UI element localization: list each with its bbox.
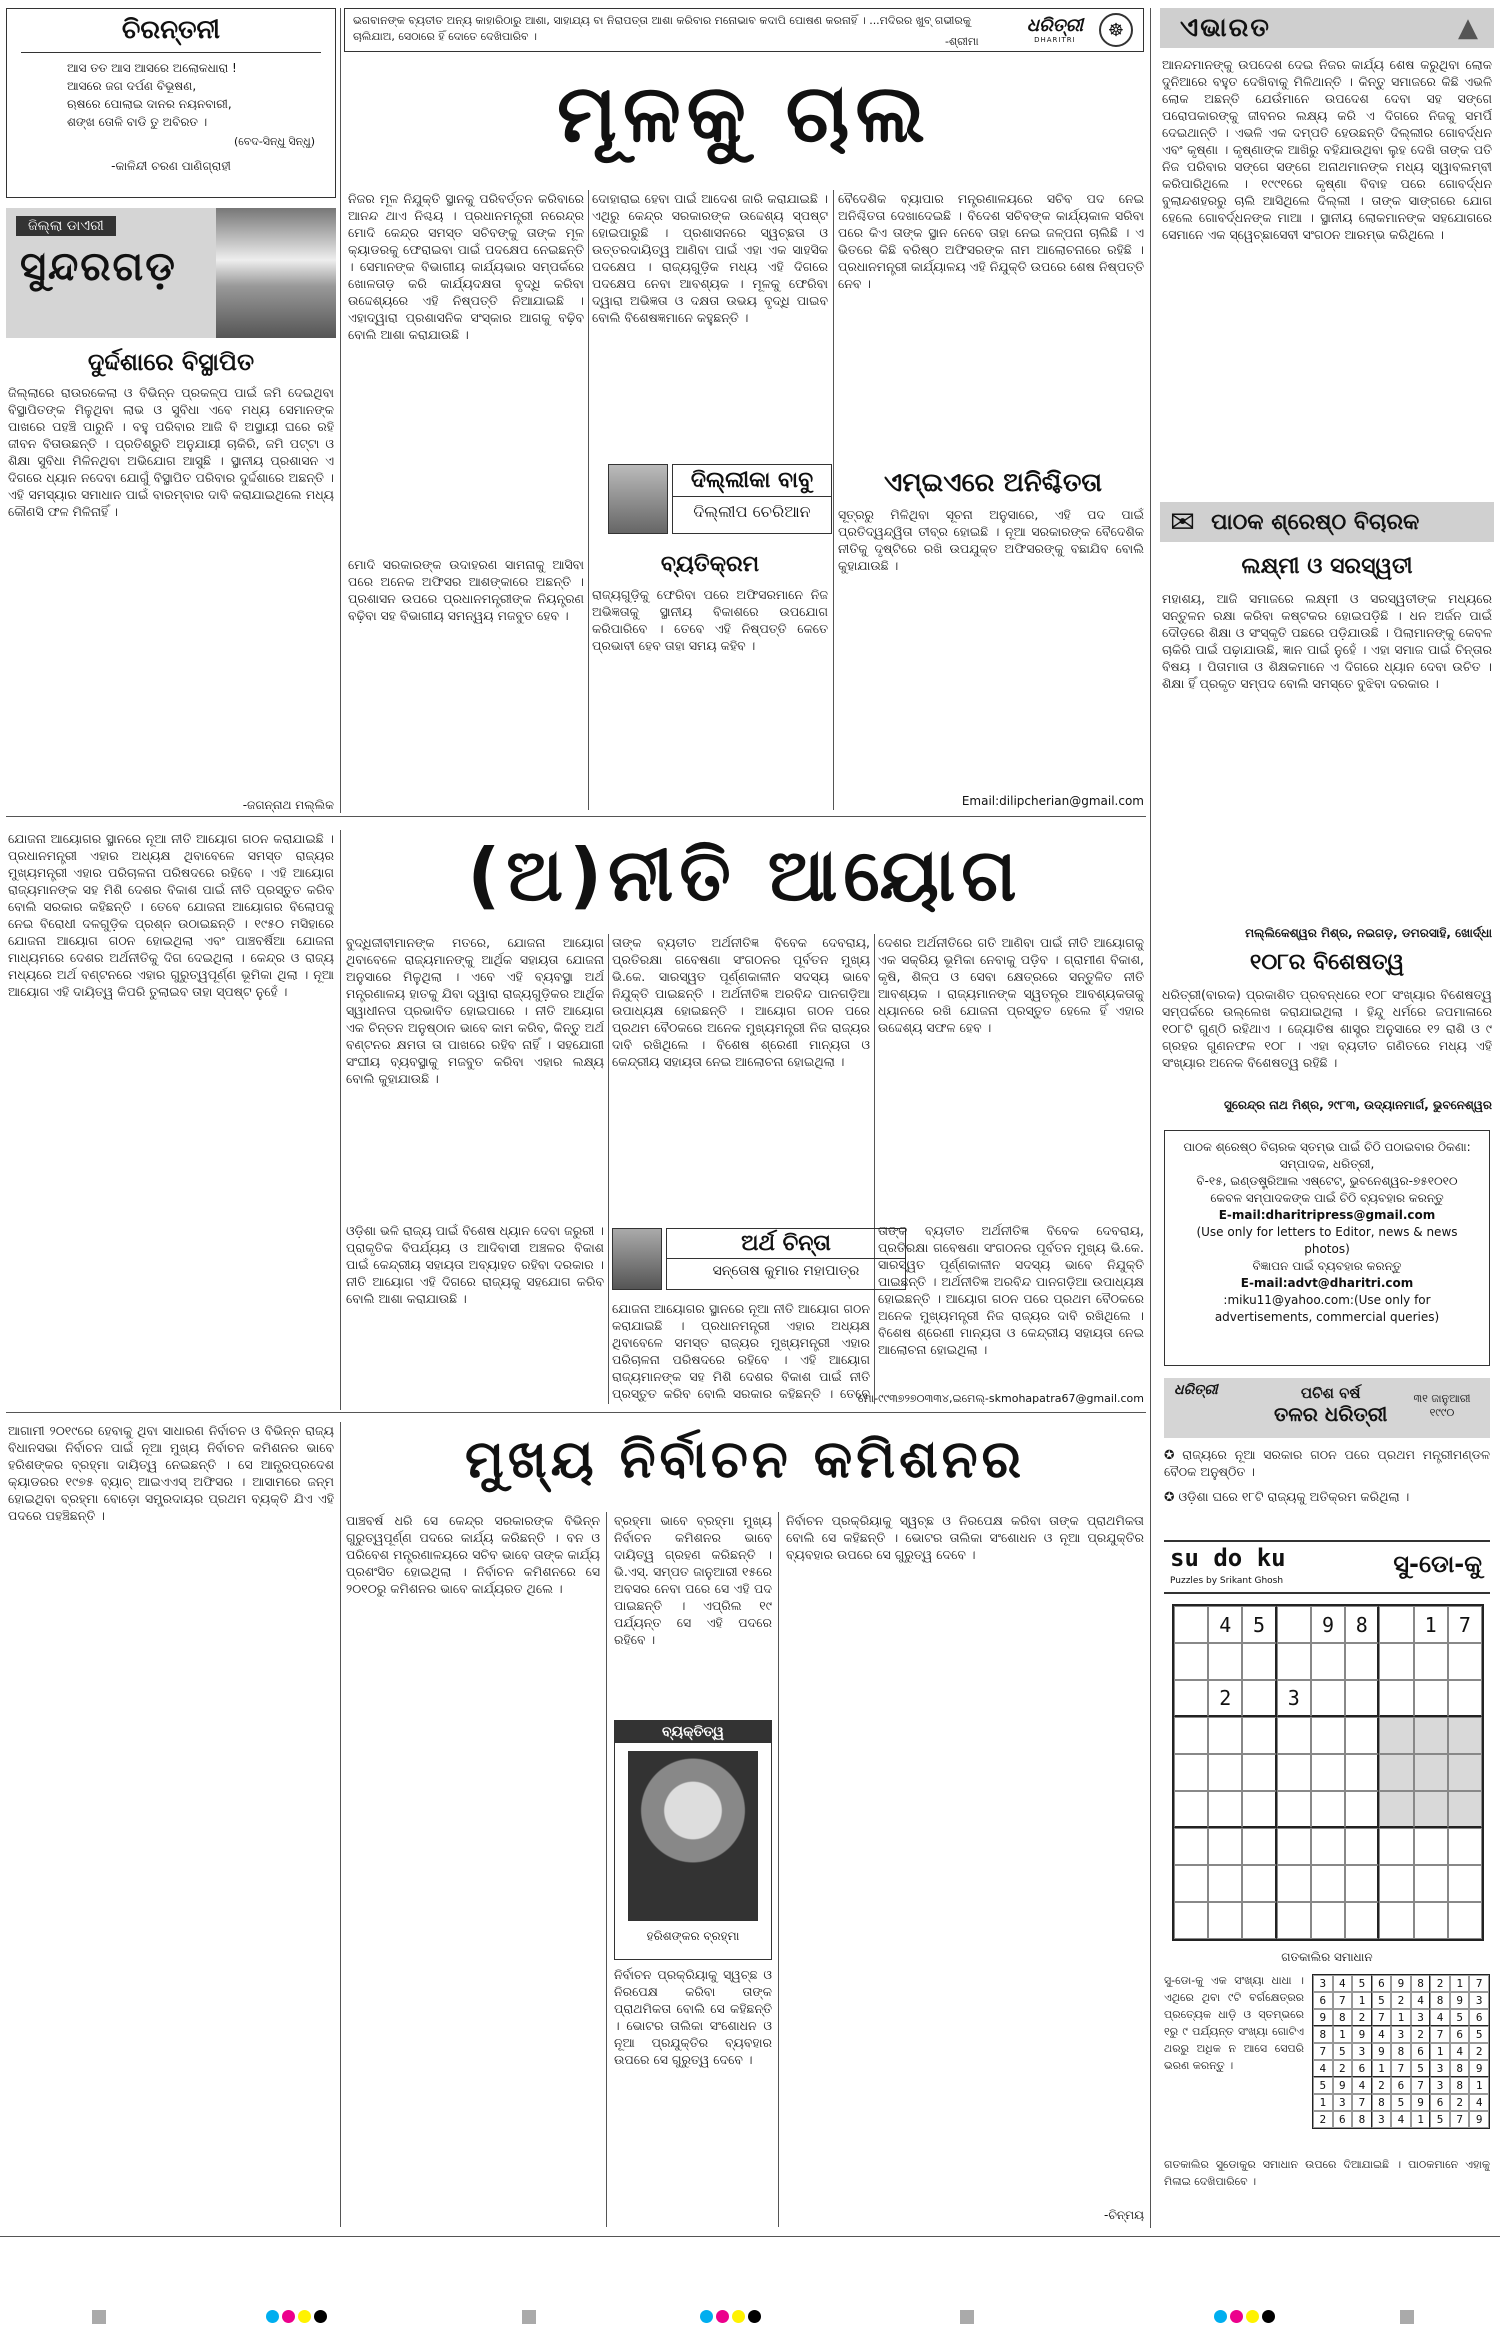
cec-photo — [628, 1751, 758, 1921]
pachisa-item — [1164, 1446, 1490, 1486]
cec-byline: -ଚିନ୍ମୟ — [1103, 2208, 1144, 2222]
ebharat-title: ଏଭାରତ — [1180, 12, 1271, 43]
sudoku-header — [1164, 1540, 1490, 1594]
sudoku-cell[interactable] — [1414, 1754, 1448, 1791]
sudoku-cell[interactable] — [1311, 1902, 1345, 1939]
solution-cell: 7 — [1450, 2111, 1470, 2128]
sudoku-cell[interactable] — [1174, 1902, 1208, 1939]
sudoku-cell[interactable] — [1345, 1680, 1379, 1717]
sudoku-cell[interactable] — [1174, 1643, 1208, 1680]
pachisa-logo: ଧରିତ୍ରୀ — [1174, 1382, 1218, 1398]
sudoku-cell[interactable] — [1414, 1717, 1448, 1754]
sudoku-cell[interactable] — [1242, 1754, 1276, 1791]
logo-sub: DHARITRI — [1034, 36, 1076, 44]
sudoku-cell[interactable] — [1242, 1717, 1276, 1754]
niti-col3: ତାଙ୍କ ବ୍ୟତୀତ ଅର୍ଥନୀତିଜ୍ଞ ବିବେକ ଦେବରାୟ, ପ୍ରତିରକ୍ଷା ଗବେଷଣା ସଂଗଠନର ପୂର୍ବତନ ମୁଖ୍ୟ ଭି.କେ. ସାରସ୍ୱତ ପୂର୍ଣ୍ଣକାଳୀନ ସଦସ୍ୟ ଭାବେ ନିଯୁକ୍ତି ପାଇଛନ୍ତି । ଅର୍ଥନୀତିଜ୍ଞ ଅରବିନ୍ଦ ପାନଗଡ଼ିଆ ଉପାଧ୍ୟକ୍ଷ ହୋଇଛନ୍ତି । ଆୟୋଗ ଗଠନ ପରେ ପ୍ରଥମ ବୈଠକରେ ଅନେକ ମୁଖ୍ୟମନ୍ତ୍ରୀ ନିଜ ରାଜ୍ୟର ଦାବି ରଖିଥିଲେ । ବିଶେଷ ଶ୍ରେଣୀ ମାନ୍ୟତା ଓ କେନ୍ଦ୍ରୀୟ ସହାୟତା ନେଇ ଆଲୋଚନା ହୋଇଥିଲା । — [612, 935, 870, 1069]
registration-square — [960, 2310, 974, 2324]
solution-cell: 7 — [1333, 1992, 1353, 2009]
solution-cell: 5 — [1333, 2043, 1353, 2060]
delhi-babu-photo — [608, 464, 668, 534]
sudoku-cell[interactable] — [1448, 1717, 1482, 1754]
niti-col6: ଯୋଜନା ଆୟୋଗର ସ୍ଥାନରେ ନୂଆ ନୀତି ଆୟୋଗ ଗଠନ କରାଯାଇଛି । ପ୍ରଧାନମନ୍ତ୍ରୀ ଏହାର ଅଧ୍ୟକ୍ଷ ଥିବାବେଳେ ସମସ୍ତ ରାଜ୍ୟର ମୁଖ୍ୟମନ୍ତ୍ରୀ ଏହାର ପରିଚାଳନା ପରିଷଦରେ ରହିବେ । ଏହି ଆୟୋଗ ରାଜ୍ୟମାନଙ୍କ ସହ ମିଶି ଦେଶର ବିକାଶ ପାଇଁ ନୀତି ପ୍ରସ୍ତୁତ କରିବ ବୋଲି ସରକାର କହିଛନ୍ତି । ତେବେ — [612, 1301, 870, 1401]
sudoku-cell[interactable] — [1174, 1828, 1208, 1865]
sudoku-cell[interactable] — [1414, 1680, 1448, 1717]
delhi-babu-author: ଦିଲ୍ଲୀପ ଚେରିଆନ — [693, 502, 811, 521]
pachisa-item — [1164, 1488, 1490, 1528]
sudoku-cell[interactable] — [1208, 1791, 1242, 1828]
sudoku-cell[interactable] — [1379, 1643, 1413, 1680]
solution-cell: 2 — [1430, 1975, 1450, 1992]
chirantani-box — [6, 8, 336, 198]
solution-cell: 5 — [1411, 2060, 1431, 2077]
solution-cell: 8 — [1391, 2043, 1411, 2060]
sudoku-caption: ଗତକାଲିର ସମାଧାନ — [1281, 1950, 1373, 1964]
solution-cell: 6 — [1469, 2009, 1489, 2026]
sudoku-cell[interactable] — [1208, 1717, 1242, 1754]
sudoku-cell[interactable] — [1345, 1643, 1379, 1680]
solution-cell: 7 — [1313, 2043, 1333, 2060]
registration-dot — [298, 2310, 311, 2323]
verse-line: ଆସ ତତ ଆସ ଆସରେ ଅଲୋକଧାରା ! — [67, 61, 237, 75]
solution-cell: 6 — [1430, 2094, 1450, 2111]
pachisa-item-text: ରାଜ୍ୟରେ ନୂଆ ସରକାର ଗଠନ ପରେ ପ୍ରଥମ ମନ୍ତ୍ରୀମଣ୍ଡଳ ବୈଠକ ଅନୁଷ୍ଠିତ । — [1164, 1447, 1490, 1479]
waterfall-image — [216, 208, 336, 338]
sudoku-cell[interactable] — [1345, 1717, 1379, 1754]
sudoku-cell[interactable] — [1311, 1791, 1345, 1828]
solution-cell: 1 — [1333, 2026, 1353, 2043]
artha-label: ଅର୍ଥ ଚିନ୍ତା — [667, 1229, 905, 1259]
photo-caption: ହରିଶଙ୍କର ବ୍ରହ୍ମା — [646, 1929, 740, 1943]
cec-col4: ନିର୍ବାଚନ ପ୍ରକ୍ରିୟାକୁ ସ୍ୱଚ୍ଛ ଓ ନିରପେକ୍ଷ କରିବା ତାଙ୍କ ପ୍ରାଥମିକତା ବୋଲି ସେ କହିଛନ୍ତି । ଭୋଟର ତାଲିକା ସଂଶୋଧନ ଓ ନୂଆ ପ୍ରଯୁକ୍ତିର ବ୍ୟବହାର ଉପରେ ସେ ଗୁରୁତ୍ୱ ଦେବେ । — [786, 1513, 1144, 1562]
quote-text: ଭଗବାନଙ୍କ ବ୍ୟତୀତ ଅନ୍ୟ କାହାରିଠାରୁ ଆଶା, ସାହାଯ୍ୟ ବା ନିରାପତ୍ତା ଆଶା କରିବାର ମନୋଭାବ କଦାପି ପୋଷଣ କରନାହିଁ । ...ମଦିରର ଖୁବ୍ ଗଭୀରକୁ ଚାଲିଯାଅ, ସେଠାରେ ହିଁ ଦୋତେ ଦେଖିପାରିବ । — [353, 14, 971, 43]
solution-cell: 6 — [1450, 2026, 1470, 2043]
niti-col7: ତାଙ୍କ ବ୍ୟତୀତ ଅର୍ଥନୀତିଜ୍ଞ ବିବେକ ଦେବରାୟ, ପ୍ରତିରକ୍ଷା ଗବେଷଣା ସଂଗଠନର ପୂର୍ବତନ ମୁଖ୍ୟ ଭି.କେ. ସାରସ୍ୱତ ପୂର୍ଣ୍ଣକାଳୀନ ସଦସ୍ୟ ଭାବେ ନିଯୁକ୍ତି ପାଇଛନ୍ତି । ଅର୍ଥନୀତିଜ୍ଞ ଅରବିନ୍ଦ ପାନଗଡ଼ିଆ ଉପାଧ୍ୟକ୍ଷ ହୋଇଛନ୍ତି । ଆୟୋଗ ଗଠନ ପରେ ପ୍ରଥମ ବୈଠକରେ ଅନେକ ମୁଖ୍ୟମନ୍ତ୍ରୀ ନିଜ ରାଜ୍ୟର ଦାବି ରଖିଥିଲେ । ବିଶେଷ ଶ୍ରେଣୀ ମାନ୍ୟତା ଓ କେନ୍ଦ୍ରୀୟ ସହାୟତା ନେଇ ଆଲୋଚନା ହୋଇଥିଲା । — [878, 1223, 1144, 1357]
byakti-box — [614, 1720, 772, 1960]
editorial-col2b: ରାଜ୍ୟଗୁଡ଼ିକୁ ଫେରିବା ପରେ ଅଫିସରମାନେ ନିଜ ଅଭିଜ୍ଞତାକୁ ସ୍ଥାନୀୟ ବିକାଶରେ ଉପଯୋଗ କରିପାରିବେ । ତେବେ ଏହି ନିଷ୍ପତ୍ତି କେତେ ପ୍ରଭାବୀ ହେବ ତାହା ସମୟ କହିବ । — [592, 587, 828, 653]
sudoku-cell[interactable] — [1379, 1717, 1413, 1754]
delhi-babu-col1: ବୈଦେଶିକ ବ୍ୟାପାର ମନ୍ତ୍ରଣାଳୟରେ ସଚିବ ପଦ ନେଇ ଅନିଶ୍ଚିତତା ଦେଖାଦେଇଛି । ବିଦେଶ ସଚିବଙ୍କ କାର୍ଯ୍ୟକାଳ ସରିବା ପରେ କିଏ ତାଙ୍କ ସ୍ଥାନ ନେବେ ତାହା ନେଇ ଜଳ୍ପନା ଚାଲିଛି । ଏ ଭିତରେ କିଛି ବରିଷ୍ଠ ଅଫିସରଙ୍କ ନାମ ଆଲୋଚନାରେ ରହିଛି । ପ୍ରଧାନମନ୍ତ୍ରୀ କାର୍ଯ୍ୟାଳୟ ଏହି ନିଯୁକ୍ତି ଉପରେ ଶେଷ ନିଷ୍ପତ୍ତି ନେବ । — [838, 191, 1144, 291]
niti-contact: ମୋ-୯୯୩୭୨୭୦୩୩୪,ଇମେଲ୍-skmohapatra67@gmail.com — [857, 1392, 1144, 1405]
bullet-icon: ✪ — [1164, 1447, 1183, 1462]
column-rule — [1150, 8, 1151, 2228]
logo-text: ଧରିତ୍ରୀ — [1026, 15, 1083, 36]
sudoku-cell[interactable] — [1379, 1680, 1413, 1717]
solution-cell: 8 — [1352, 2111, 1372, 2128]
column-rule — [608, 934, 609, 1404]
district-box — [6, 208, 336, 338]
registration-dot — [732, 2310, 745, 2323]
solution-cell: 6 — [1372, 1975, 1392, 1992]
india-map-icon: ▲ — [1458, 13, 1478, 43]
solution-cell: 8 — [1450, 2060, 1470, 2077]
solution-cell: 4 — [1411, 1992, 1431, 2009]
sudoku-cell[interactable] — [1242, 1865, 1276, 1902]
artha-box — [666, 1228, 906, 1290]
solution-cell: 4 — [1469, 2094, 1489, 2111]
delhi-babu-col2: ସୂତ୍ରରୁ ମିଳିଥିବା ସୂଚନା ଅନୁସାରେ, ଏହି ପଦ ପାଇଁ ପ୍ରତିଦ୍ୱନ୍ଦ୍ୱିତା ତୀବ୍ର ହୋଇଛି । ନୂଆ ସରକାରଙ୍କ ବୈଦେଶିକ ନୀତିକୁ ଦୃଷ୍ଟିରେ ରଖି ଉପଯୁକ୍ତ ଅଫିସରଙ୍କୁ ବଛାଯିବ ବୋଲି କୁହାଯାଉଛି । — [838, 507, 1144, 573]
pachisa-item-text: ଓଡ଼ିଶା ଘରେ ୧୮ଟି ରାଜ୍ୟକୁ ଅତିକ୍ରମ କରିଥିଲା । — [1178, 1489, 1410, 1504]
delhi-babu-email: Email:dilipcherian@gmail.com — [961, 794, 1144, 808]
solution-cell: 6 — [1352, 2060, 1372, 2077]
sudoku-instructions: ସୁ-ଡୋ-କୁ ଏକ ସଂଖ୍ୟା ଧାଧା । ଏଥିରେ ଥିବା ୯ଟି ବର୍ଗକ୍ଷେତ୍ରର ପ୍ରତ୍ୟେକ ଧାଡ଼ି ଓ ସ୍ତମ୍ଭରେ ୧ରୁ ୯ ପର୍ଯ୍ୟନ୍ତ ସଂଖ୍ୟା ଗୋଟିଏ ଥରରୁ ଅଧିକ ନ ଆସେ ସେପରି ଭରଣ କରନ୍ତୁ । — [1164, 1974, 1304, 2072]
sudoku-brand: su do ku — [1170, 1544, 1286, 1572]
sudoku-cell[interactable] — [1277, 1828, 1311, 1865]
solution-cell: 4 — [1391, 2111, 1411, 2128]
sudoku-cell[interactable] — [1174, 1680, 1208, 1717]
column-rule — [606, 1512, 607, 2227]
ebharat-header — [1160, 8, 1494, 48]
cec-col2: ପାଞ୍ଚବର୍ଷ ଧରି ସେ କେନ୍ଦ୍ର ସରକାରଙ୍କ ବିଭିନ୍ନ ଗୁରୁତ୍ୱପୂର୍ଣ୍ଣ ପଦରେ କାର୍ଯ୍ୟ କରିଛନ୍ତି । ବନ ଓ ପରିବେଶ ମନ୍ତ୍ରଣାଳୟରେ ସଚିବ ଭାବେ ତାଙ୍କ କାର୍ଯ୍ୟ ପ୍ରଶଂସିତ ହୋଇଥିଲା । ନିର୍ବାଚନ କମିଶନରେ ସେ ୨୦୧୦ରୁ କମିଶନର ଭାବେ କାର୍ଯ୍ୟରତ ଥିଲେ । — [346, 1513, 600, 1596]
wheel-icon: ☸ — [1099, 13, 1133, 47]
sudoku-cell[interactable] — [1311, 1828, 1345, 1865]
sudoku-cell[interactable] — [1242, 1791, 1276, 1828]
sudoku-cell[interactable] — [1448, 1828, 1482, 1865]
column-rule — [588, 190, 589, 810]
solution-cell: 9 — [1450, 1992, 1470, 2009]
editorial-col1: ନିଜର ମୂଳ ନିଯୁକ୍ତି ସ୍ଥାନକୁ ପରିବର୍ତ୍ତନ କରିବାରେ ଆନନ୍ଦ ଥାଏ ନିଶ୍ଚୟ । ପ୍ରଧାନମନ୍ତ୍ରୀ ନରେନ୍ଦ୍ର ମୋଦି କେନ୍ଦ୍ର ସମସ୍ତ ସଚିବଙ୍କୁ ତାଙ୍କ ମୂଳ କ୍ୟାଡରକୁ ଫେରାଇବା ପାଇଁ ପଦକ୍ଷେପ ନେଇଛନ୍ତି । ସେମାନଙ୍କ ବିଭାଗୀୟ କାର୍ଯ୍ୟଭାର ସମ୍ପର୍କରେ ଖୋଳତାଡ଼ କରି କାର୍ଯ୍ୟଦକ୍ଷତା ବୃଦ୍ଧି କରିବା ଉଦ୍ଦେଶ୍ୟରେ ଏହି ନିଷ୍ପତ୍ତି ନିଆଯାଇଛି । ଏହାଦ୍ୱାରା ପ୍ରଶାସନିକ ସଂସ୍କାର ଆଗକୁ ବଢ଼ିବ ବୋଲି ଆଶା କରାଯାଉଛି । — [348, 191, 584, 342]
solution-cell: 3 — [1352, 2043, 1372, 2060]
column-rule — [340, 1422, 341, 2227]
sudoku-cell[interactable]: 8 — [1345, 1606, 1379, 1643]
sudoku-cell[interactable] — [1242, 1643, 1276, 1680]
solution-cell: 2 — [1391, 1992, 1411, 2009]
column-rule — [778, 1512, 779, 2227]
sudoku-cell[interactable] — [1448, 1902, 1482, 1939]
sudoku-solution-grid — [1312, 1974, 1490, 2129]
solution-cell: 3 — [1430, 2060, 1450, 2077]
chirantani-title: ଚିରନ୍ତନୀ — [121, 15, 221, 45]
registration-dot — [748, 2310, 761, 2323]
solution-cell: 9 — [1391, 1975, 1411, 1992]
pachisa-title-1: ପଚିଶ ବର୍ଷ — [1300, 1384, 1361, 1402]
verse-line: ଶଙ୍ଖ ତୋଳି ବାଡି ତୁ ଅବିରତ । — [67, 115, 208, 129]
sudoku-cell[interactable] — [1174, 1791, 1208, 1828]
sudoku-cell[interactable] — [1208, 1643, 1242, 1680]
solution-cell: 7 — [1372, 2009, 1392, 2026]
solution-cell: 8 — [1450, 2077, 1470, 2094]
registration-dot — [314, 2310, 327, 2323]
solution-cell: 8 — [1313, 2026, 1333, 2043]
editorial-col1b: ମୋଦି ସରକାରଙ୍କ ଉଦାହରଣ ସାମନାକୁ ଆସିବା ପରେ ଅନେକ ଅଫିସର ଆଶଙ୍କାରେ ଅଛନ୍ତି । ପ୍ରଶାସନ ଉପରେ ପ୍ରଧାନମନ୍ତ୍ରୀଙ୍କ ନିୟନ୍ତ୍ରଣ ବଢ଼ିବା ସହ ବିଭାଗୀୟ ସମନ୍ୱୟ ମଜବୁତ ହେବ । — [348, 557, 584, 623]
solution-cell: 7 — [1430, 2026, 1450, 2043]
sudoku-cell[interactable]: 5 — [1242, 1606, 1276, 1643]
registration-dot — [1246, 2310, 1259, 2323]
editor-email-note: (Use only for letters to Editor, news & news photos) — [1196, 1225, 1458, 1256]
sudoku-credit: Puzzles by Srikant Ghosh — [1170, 1576, 1284, 1586]
solution-cell: 2 — [1372, 2077, 1392, 2094]
sudoku-cell[interactable] — [1174, 1754, 1208, 1791]
sudoku-cell[interactable] — [1277, 1865, 1311, 1902]
solution-cell: 3 — [1391, 2026, 1411, 2043]
solution-cell: 2 — [1450, 2094, 1470, 2111]
solution-cell: 3 — [1313, 1975, 1333, 1992]
registration-dot — [1214, 2310, 1227, 2323]
delhi-babu-label: ଦିଲ୍ଲୀକା ବାବୁ — [673, 465, 831, 497]
solution-cell: 5 — [1430, 2111, 1450, 2128]
sudoku-cell[interactable]: 2 — [1208, 1680, 1242, 1717]
sudoku-brand-odia: ସୁ-ଡୋ-କୁ — [1393, 1550, 1482, 1578]
solution-cell: 5 — [1469, 2026, 1489, 2043]
mea-headline: ଏମ୍ଇଏରେ ଅନିଶ୍ଚିତତା — [883, 468, 1103, 498]
solution-cell: 4 — [1352, 2077, 1372, 2094]
column-rule — [340, 8, 341, 813]
chirantani-divider — [21, 52, 321, 53]
solution-cell: 9 — [1333, 2077, 1353, 2094]
sudoku-cell[interactable] — [1311, 1680, 1345, 1717]
sudoku-cell[interactable] — [1277, 1754, 1311, 1791]
sudoku-cell[interactable] — [1345, 1828, 1379, 1865]
address-intro: ପାଠକ ଶ୍ରେଷ୍ଠ ବିଚାରକ ସ୍ତମ୍ଭ ପାଇଁ ଚିଠି ପଠାଇବାର ଠିକଣା: — [1183, 1140, 1471, 1154]
sudoku-cell[interactable] — [1414, 1828, 1448, 1865]
solution-cell: 5 — [1372, 1992, 1392, 2009]
cec-col3b: ନିର୍ବାଚନ ପ୍ରକ୍ରିୟାକୁ ସ୍ୱଚ୍ଛ ଓ ନିରପେକ୍ଷ କରିବା ତାଙ୍କ ପ୍ରାଥମିକତା ବୋଲି ସେ କହିଛନ୍ତି । ଭୋଟର ତାଲିକା ସଂଶୋଧନ ଓ ନୂଆ ପ୍ରଯୁକ୍ତିର ବ୍ୟବହାର ଉପରେ ସେ ଗୁରୁତ୍ୱ ଦେବେ । — [614, 1967, 772, 2067]
solution-cell: 9 — [1352, 2026, 1372, 2043]
sudoku-note: ଗତକାଲିର ସୁଡୋକୁର ସମାଧାନ ଉପରେ ଦିଆଯାଇଛି । ପାଠକମାନେ ଏହାକୁ ମିଳାଇ ଦେଖିପାରିବେ । — [1164, 2158, 1490, 2188]
registration-square — [1400, 2310, 1414, 2324]
sudoku-cell[interactable] — [1414, 1643, 1448, 1680]
solution-cell: 5 — [1313, 2077, 1333, 2094]
address-line: କେବଳ ସମ୍ପାଦକଙ୍କ ପାଇଁ ଚିଠି ବ୍ୟବହାର କରନ୍ତୁ — [1210, 1191, 1444, 1205]
sudoku-cell[interactable] — [1277, 1717, 1311, 1754]
solution-cell: 1 — [1450, 1975, 1470, 1992]
solution-cell: 2 — [1469, 2043, 1489, 2060]
editor-email[interactable]: E-mail:dharitripress@gmail.com — [1218, 1208, 1436, 1222]
pachisa-box — [1164, 1378, 1490, 1438]
solution-cell: 8 — [1430, 1992, 1450, 2009]
solution-cell: 7 — [1469, 1975, 1489, 1992]
registration-square — [522, 2310, 536, 2324]
sudoku-cell[interactable] — [1379, 1606, 1413, 1643]
registration-dot — [266, 2310, 279, 2323]
dharitri-logo — [1027, 15, 1083, 44]
section-rule — [6, 816, 1146, 817]
sudoku-cell[interactable] — [1448, 1680, 1482, 1717]
chirantani-author: -କାଳିନ୍ଦୀ ଚରଣ ପାଣିଗ୍ରାହୀ — [111, 159, 231, 173]
sudoku-cell[interactable] — [1208, 1902, 1242, 1939]
sudoku-cell[interactable] — [1311, 1717, 1345, 1754]
sudoku-cell[interactable] — [1242, 1828, 1276, 1865]
sudoku-cell[interactable] — [1208, 1828, 1242, 1865]
solution-cell: 3 — [1430, 2077, 1450, 2094]
page-bottom-rule — [0, 2236, 1500, 2237]
sudoku-cell[interactable] — [1311, 1643, 1345, 1680]
registration-dot — [1230, 2310, 1243, 2323]
solution-cell: 7 — [1411, 2077, 1431, 2094]
editorial-col2: ଦୋହାରାଇ ହେବା ପାଇଁ ଆଦେଶ ଜାରି କରାଯାଇଛି । ଏଥିରୁ କେନ୍ଦ୍ର ସରକାରଙ୍କ ଉଦ୍ଦେଶ୍ୟ ସ୍ପଷ୍ଟ ହୋଇପାରୁଛି । ପ୍ରଶାସନରେ ସ୍ୱଚ୍ଛତା ଓ ଉତ୍ତରଦାୟିତ୍ୱ ଆଣିବା ପାଇଁ ଏହା ଏକ ସାହସିକ ପଦକ୍ଷେପ । ରାଜ୍ୟଗୁଡ଼ିକ ମଧ୍ୟ ଏହି ଦିଗରେ ପଦକ୍ଷେପ ନେବା ଆବଶ୍ୟକ । ମୂଳକୁ ଫେରିବା ଦ୍ୱାରା ଅଭିଜ୍ଞତା ଓ ଦକ୍ଷତା ଉଭୟ ବୃଦ୍ଧି ପାଇବ ବୋଲି ବିଶେଷଜ୍ଞମାନେ କହୁଛନ୍ତି । — [592, 191, 828, 325]
niti-col1: ଯୋଜନା ଆୟୋଗର ସ୍ଥାନରେ ନୂଆ ନୀତି ଆୟୋଗ ଗଠନ କରାଯାଇଛି । ପ୍ରଧାନମନ୍ତ୍ରୀ ଏହାର ଅଧ୍ୟକ୍ଷ ଥିବାବେଳେ ସମସ୍ତ ରାଜ୍ୟର ମୁଖ୍ୟମନ୍ତ୍ରୀ ଏହାର ପରିଚାଳନା ପରିଷଦରେ ରହିବେ । ଏହି ଆୟୋଗ ରାଜ୍ୟମାନଙ୍କ ସହ ମିଶି ଦେଶର ବିକାଶ ପାଇଁ ନୀତି ପ୍ରସ୍ତୁତ କରିବ ବୋଲି ସରକାର କହିଛନ୍ତି । ତେବେ ଯୋଜନା ଆୟୋଗର ବିଲୋପକୁ ନେଇ ବିରୋଧୀ ଦଳଗୁଡ଼ିକ ପ୍ରଶ୍ନ ଉଠାଇଛନ୍ତି । ୧୯୫୦ ମସିହାରେ ଯୋଜନା ଆୟୋଗ ଗଠନ ହୋଇଥିଲା ଏବଂ ପାଞ୍ଚବର୍ଷିଆ ଯୋଜନା ମାଧ୍ୟମରେ ଦେଶର ଅର୍ଥନୀତିକୁ ଦିଗ ଦେଇଥିଲା । କେନ୍ଦ୍ର ଓ ରାଜ୍ୟ ମଧ୍ୟରେ ଅର୍ଥ ବଣ୍ଟନରେ ଏହାର ଗୁରୁତ୍ୱପୂର୍ଣ୍ଣ ଭୂମିକା ଥିଲା । ନୂଆ ଆୟୋଗ ଏହି ଦାୟିତ୍ୱ କିପରି ତୁଲାଇବ ତାହା ସ୍ପଷ୍ଟ ନୁହେଁ । — [8, 831, 334, 999]
solution-cell: 9 — [1469, 2111, 1489, 2128]
solution-cell: 1 — [1391, 2009, 1411, 2026]
district-label: ଜିଲ୍ଲା ଡାଏରୀ — [16, 216, 116, 236]
editorial-subhead: ବ୍ୟତିକ୍ରମ — [660, 552, 760, 577]
solution-cell: 1 — [1469, 2077, 1489, 2094]
sudoku-cell[interactable] — [1448, 1865, 1482, 1902]
sudoku-cell[interactable] — [1345, 1791, 1379, 1828]
solution-cell: 4 — [1333, 1975, 1353, 1992]
column-rule — [340, 830, 341, 1410]
registration-dot — [282, 2310, 295, 2323]
solution-cell: 2 — [1333, 2060, 1353, 2077]
solution-cell: 7 — [1391, 2060, 1411, 2077]
district-byline: -ଜଗନ୍ନାଥ ମଲ୍ଲିକ — [242, 798, 334, 812]
solution-cell: 8 — [1372, 2094, 1392, 2111]
sudoku-cell[interactable] — [1208, 1865, 1242, 1902]
verse-line: ଋଷରେ ପୋଲାଇ ଦାନର ନୟନବାରୀ, — [67, 97, 232, 111]
reader-signature: ମଲ୍ଲିକେଶ୍ୱର ମିଶ୍ର, ନଇଗଡ଼, ଡମରସାହି, ଖୋର୍ଦ୍ଧା — [1245, 926, 1492, 940]
sudoku-cell[interactable] — [1277, 1643, 1311, 1680]
sudoku-cell[interactable] — [1242, 1902, 1276, 1939]
sudoku-cell[interactable] — [1174, 1606, 1208, 1643]
solution-cell: 4 — [1313, 2060, 1333, 2077]
pachisa-title-2: ତଳର ଧରିତ୍ରୀ — [1274, 1402, 1388, 1426]
solution-cell: 6 — [1313, 1992, 1333, 2009]
solution-cell: 9 — [1313, 2009, 1333, 2026]
envelope-icon: ✉ — [1170, 504, 1196, 540]
reader-body: ମହାଶୟ, ଆଜି ସମାଜରେ ଲକ୍ଷ୍ମୀ ଓ ସରସ୍ୱତୀଙ୍କ ମଧ୍ୟରେ ସନ୍ତୁଳନ ରକ୍ଷା କରିବା କଷ୍ଟକର ହୋଇପଡ଼ିଛି । ଧନ ଅର୍ଜନ ପାଇଁ ଦୌଡ଼ରେ ଶିକ୍ଷା ଓ ସଂସ୍କୃତି ପଛରେ ପଡ଼ିଯାଉଛି । ପିଲାମାନଙ୍କୁ କେବଳ ଚାକିରି ପାଇଁ ପଢ଼ାଯାଉଛି, ଜ୍ଞାନ ପାଇଁ ନୁହେଁ । ଏହା ସମାଜ ପାଇଁ ଚିନ୍ତାର ବିଷୟ । ପିତାମାତା ଓ ଶିକ୍ଷକମାନେ ଏ ଦିଗରେ ଧ୍ୟାନ ଦେବା ଉଚିତ । ଶିକ୍ଷା ହିଁ ପ୍ରକୃତ ସମ୍ପଦ ବୋଲି ସମସ୍ତେ ବୁଝିବା ଦରକାର । — [1162, 591, 1492, 691]
sudoku-cell[interactable] — [1277, 1902, 1311, 1939]
niti-col4: ଦେଶର ଅର୍ଥନୀତିରେ ଗତି ଆଣିବା ପାଇଁ ନୀତି ଆୟୋଗକୁ ଏକ ସକ୍ରିୟ ଭୂମିକା ନେବାକୁ ପଡ଼ିବ । ଗ୍ରାମୀଣ ବିକାଶ, କୃଷି, ଶିଳ୍ପ ଓ ସେବା କ୍ଷେତ୍ରରେ ସନ୍ତୁଳିତ ନୀତି ଆବଶ୍ୟକ । ରାଜ୍ୟମାନଙ୍କ ସ୍ୱତନ୍ତ୍ର ଆବଶ୍ୟକତାକୁ ଧ୍ୟାନରେ ରଖି ଯୋଜନା ପ୍ରସ୍ତୁତ ହେଲେ ହିଁ ଏହାର ଉଦ୍ଦେଶ୍ୟ ସଫଳ ହେବ । — [878, 935, 1144, 1035]
solution-cell: 1 — [1372, 2060, 1392, 2077]
solution-cell: 5 — [1391, 2094, 1411, 2111]
solution-cell: 6 — [1391, 2077, 1411, 2094]
section-108-headline: ୧୦୮ର ବିଶେଷତ୍ୱ — [1249, 950, 1405, 975]
sudoku-cell[interactable] — [1242, 1680, 1276, 1717]
quote-strip — [344, 8, 1144, 52]
solution-cell: 7 — [1352, 2094, 1372, 2111]
editorial-headline: ମୂଳକୁ ଚାଲ — [557, 67, 931, 160]
solution-cell: 2 — [1411, 2026, 1431, 2043]
address-line: ସମ୍ପାଦକ, ଧରିତ୍ରୀ, — [1279, 1157, 1375, 1171]
cec-col1: ଆଗାମୀ ୨୦୧୯ରେ ହେବାକୁ ଥିବା ସାଧାରଣ ନିର୍ବାଚନ ଓ ବିଭିନ୍ନ ରାଜ୍ୟ ବିଧାନସଭା ନିର୍ବାଚନ ପାଇଁ ନୂଆ ମୁଖ୍ୟ ନିର୍ବାଚନ କମିଶନର ଭାବେ ହରିଶଙ୍କର ବ୍ରହ୍ମା ଦାୟିତ୍ୱ ନେଇଛନ୍ତି । ସେ ଆନ୍ଧ୍ରପ୍ରଦେଶ କ୍ୟାଡରର ୧୯୭୫ ବ୍ୟାଚ୍ ଆଇଏଏସ୍ ଅଫିସର । ଆସାମରେ ଜନ୍ମ ହୋଇଥିବା ବ୍ରହ୍ମା ବୋଡ଼ୋ ସମ୍ପ୍ରଦାୟର ପ୍ରଥମ ବ୍ୟକ୍ତି ଯିଏ ଏହି ପଦରେ ପହଞ୍ଚିଛନ୍ତି । — [8, 1423, 334, 1523]
column-rule — [833, 190, 834, 810]
sudoku-cell[interactable] — [1345, 1865, 1379, 1902]
sudoku-grid[interactable] — [1172, 1604, 1484, 1941]
district-body: ଜିଲ୍ଲାରେ ରାଉରକେଲା ଓ ବିଭିନ୍ନ ପ୍ରକଳ୍ପ ପାଇଁ ଜମି ଦେଇଥିବା ବିସ୍ଥାପିତଙ୍କ ମିଳୁଥିବା ଲାଭ ଓ ସୁବିଧା ଏବେ ମଧ୍ୟ ସେମାନଙ୍କ ପାଖରେ ପହଞ୍ଚି ପାରୁନି । ବହୁ ପରିବାର ଆଜି ବି ଅସ୍ଥାୟୀ ଘରେ ରହି ଜୀବନ ବିତାଉଛନ୍ତି । ପ୍ରତିଶ୍ରୁତି ଅନୁଯାୟୀ ଚାକିରି, ଜମି ପଟ୍ଟା ଓ ଶିକ୍ଷା ସୁବିଧା ମିଳିନଥିବା ଅଭିଯୋଗ ଆସୁଛି । ସ୍ଥାନୀୟ ପ୍ରଶାସନ ଏ ଦିଗରେ ଧ୍ୟାନ ନଦେବା ଯୋଗୁଁ ବିସ୍ଥାପିତ ପରିବାର ଦୁର୍ଦ୍ଦଶାରେ ଅଛନ୍ତି । ଏହି ସମସ୍ୟାର ସମାଧାନ ପାଇଁ ବାରମ୍ବାର ଦାବି କରାଯାଇଥିଲେ ମଧ୍ୟ କୌଣସି ଫଳ ମିଳିନାହିଁ । — [8, 385, 334, 519]
niti-col2: ବୁଦ୍ଧିଜୀବୀମାନଙ୍କ ମତରେ, ଯୋଜନା ଆୟୋଗ ଥିବାବେଳେ ରାଜ୍ୟମାନଙ୍କୁ ଆର୍ଥିକ ସହାୟତା ଯୋଜନା ଅନୁସାରେ ମିଳୁଥିଲା । ଏବେ ଏହି ବ୍ୟବସ୍ଥା ଅର୍ଥ ମନ୍ତ୍ରଣାଳୟ ହାତକୁ ଯିବା ଦ୍ୱାରା ରାଜ୍ୟଗୁଡ଼ିକର ଆର୍ଥିକ ସ୍ୱାଧୀନତା ପ୍ରଭାବିତ ହୋଇପାରେ । ନୀତି ଆୟୋଗ ଏକ ଚିନ୍ତନ ଅନୁଷ୍ଠାନ ଭାବେ କାମ କରିବ, କିନ୍ତୁ ଅର୍ଥ ବଣ୍ଟନର କ୍ଷମତା ତା ପାଖରେ ରହିବ ନାହିଁ । ସହଯୋଗୀ ସଂଘୀୟ ବ୍ୟବସ୍ଥାକୁ ମଜବୁତ କରିବା ଏହାର ଲକ୍ଷ୍ୟ ବୋଲି କୁହାଯାଉଛି । — [346, 935, 604, 1086]
solution-cell: 4 — [1450, 2043, 1470, 2060]
niti-col5: ଓଡ଼ିଶା ଭଳି ରାଜ୍ୟ ପାଇଁ ବିଶେଷ ଧ୍ୟାନ ଦେବା ଜରୁରୀ । ପ୍ରାକୃତିକ ବିପର୍ଯ୍ୟୟ ଓ ଆଦିବାସୀ ଅଞ୍ଚଳର ବିକାଶ ପାଇଁ କେନ୍ଦ୍ରୀୟ ସହାୟତା ଅବ୍ୟାହତ ରହିବା ଦରକାର । ନୀତି ଆୟୋଗ ଏହି ଦିଗରେ ରାଜ୍ୟକୁ ସହଯୋଗ କରିବ ବୋଲି ଆଶା କରାଯାଉଛି । — [346, 1223, 604, 1306]
sudoku-cell[interactable] — [1448, 1791, 1482, 1828]
solution-cell: 9 — [1469, 2060, 1489, 2077]
sudoku-cell[interactable] — [1311, 1754, 1345, 1791]
solution-cell: 5 — [1450, 2009, 1470, 2026]
sudoku-cell[interactable] — [1448, 1754, 1482, 1791]
cec-col3: ବ୍ରହ୍ମା ଭାବେ ବ୍ରହ୍ମା ମୁଖ୍ୟ ନିର୍ବାଚନ କମିଶନର ଭାବେ ଦାୟିତ୍ୱ ଗ୍ରହଣ କରିଛନ୍ତି । ଭି.ଏସ୍. ସମ୍ପତ ଜାନୁଆରୀ ୧୫ରେ ଅବସର ନେବା ପରେ ସେ ଏହି ପଦ ପାଇଛନ୍ତି । ଏପ୍ରିଲ ୧୯ ପର୍ଯ୍ୟନ୍ତ ସେ ଏହି ପଦରେ ରହିବେ । — [614, 1513, 772, 1647]
sudoku-cell[interactable] — [1379, 1865, 1413, 1902]
sudoku-cell[interactable] — [1448, 1643, 1482, 1680]
pachisa-title — [1274, 1384, 1387, 1426]
solution-cell: 4 — [1430, 2009, 1450, 2026]
artha-author: ସନ୍ତୋଷ କୁମାର ମହାପାତ୍ର — [712, 1263, 860, 1279]
sudoku-cell[interactable]: 9 — [1311, 1606, 1345, 1643]
solution-cell: 5 — [1352, 1975, 1372, 1992]
advt-email[interactable]: E-mail:advt@dharitri.com — [1240, 1276, 1414, 1290]
pachisa-date: ୩୧ ଜାନୁଆରୀ ୧୯୯୦ — [1413, 1392, 1471, 1419]
registration-square — [92, 2310, 106, 2324]
sudoku-cell[interactable] — [1345, 1902, 1379, 1939]
verse-credit: (ବେଦ-ସିନ୍ଧୁ ସିନ୍ଧୁ) — [233, 135, 315, 148]
reader-label: ପାଠକ ଶ୍ରେଷ୍ଠ ବିଚାରକ — [1211, 509, 1420, 535]
quote-credit: -ଶ୍ରୀମା — [945, 35, 979, 48]
sudoku-cell[interactable] — [1208, 1754, 1242, 1791]
niti-headline: (ଅ)ନୀତି ଆୟୋଗ — [467, 833, 1023, 917]
section-108-body: ଧରିତ୍ରୀ(ବାରକ) ପ୍ରକାଶିତ ପ୍ରବନ୍ଧରେ ୧୦୮ ସଂଖ୍ୟାର ବିଶେଷତ୍ୱ ସମ୍ପର୍କରେ ଉଲ୍ଲେଖ କରାଯାଇଥିଲା । ହିନ୍ଦୁ ଧର୍ମରେ ଜପମାଳାରେ ୧୦୮ଟି ଗୁଣ୍ଠି ରହିଥାଏ । ଜ୍ୟୋତିଷ ଶାସ୍ତ୍ର ଅନୁସାରେ ୧୨ ରାଶି ଓ ୯ ଗ୍ରହର ଗୁଣନଫଳ ୧୦୮ । ଏହା ବ୍ୟତୀତ ଗଣିତରେ ମଧ୍ୟ ଏହି ସଂଖ୍ୟାର ଅନେକ ବିଶେଷତ୍ୱ ରହିଛି । — [1162, 987, 1492, 1070]
artha-photo — [612, 1228, 662, 1290]
solution-cell: 9 — [1372, 2043, 1392, 2060]
address-line: ବି-୧୫, ଇଣ୍ଡଷ୍ଟ୍ରିଆଲ ଏଷ୍ଟେଟ୍, ଭୁବନେଶ୍ୱର-୭୫୧୦୧୦ — [1196, 1174, 1458, 1188]
registration-dot — [716, 2310, 729, 2323]
solution-cell: 3 — [1469, 1992, 1489, 2009]
solution-cell: 3 — [1333, 2094, 1353, 2111]
address-box — [1164, 1130, 1490, 1366]
sudoku-cell[interactable] — [1379, 1791, 1413, 1828]
solution-cell: 1 — [1430, 2043, 1450, 2060]
address-line: ବିଜ୍ଞାପନ ପାଇଁ ବ୍ୟବହାର କରନ୍ତୁ — [1252, 1259, 1402, 1273]
solution-cell: 2 — [1352, 2009, 1372, 2026]
registration-dot — [700, 2310, 713, 2323]
sudoku-cell[interactable]: 4 — [1208, 1606, 1242, 1643]
sudoku-cell[interactable] — [1277, 1606, 1311, 1643]
sudoku-cell[interactable] — [1414, 1791, 1448, 1828]
column-rule — [874, 934, 875, 1404]
solution-cell: 1 — [1313, 2094, 1333, 2111]
sudoku-cell[interactable] — [1345, 1754, 1379, 1791]
sudoku-cell[interactable]: 3 — [1277, 1680, 1311, 1717]
sudoku-cell[interactable] — [1277, 1791, 1311, 1828]
sudoku-cell[interactable] — [1379, 1754, 1413, 1791]
chirantani-verse — [7, 59, 335, 131]
delhi-babu-box — [672, 464, 832, 534]
sudoku-cell[interactable] — [1414, 1902, 1448, 1939]
solution-cell: 9 — [1411, 2094, 1431, 2111]
ebharat-body: ଆନନ୍ଦମାନଙ୍କୁ ଉପଦେଶ ଦେଇ ନିଜର କାର୍ଯ୍ୟ ଶେଷ କରୁଥିବା ଲୋକ ଦୁନିଆରେ ବହୁତ ଦେଖିବାକୁ ମିଳିଥାନ୍ତି । କିନ୍ତୁ ସମାଜରେ କିଛି ଏଭଳି ଲୋକ ଅଛନ୍ତି ଯେଉଁମାନେ ଉପଦେଶ ଦେବା ସହ ସଙ୍ଗେ ପରୋପକାରଙ୍କୁ ଜୀବନର ଲକ୍ଷ୍ୟ କରି ଏ ଦିଗରେ ନିଜକୁ ସମର୍ପି ଦେଇଥାନ୍ତି । ଏଭଳି ଏକ ଦମ୍ପତି ହେଉଛନ୍ତି ଦିଲ୍ଲୀର ଗୋବର୍ଦ୍ଧନ ଏବଂ କୃଷ୍ଣା । କୃଷ୍ଣାଙ୍କ ଆଖିରୁ ବହିଯାଉଥିବା ଲୁହ ଦେଖି ତାଙ୍କ ପତି ନିଜ ପରିବାର ସଙ୍ଗେ ସଙ୍ଗେ ଅନାଥମାନଙ୍କ ମଧ୍ୟ ସ୍ୱାବଲମ୍ବୀ କରିପାରିଥିଲେ । ୧୯୯୧ରେ କୃଷ୍ଣା ବିବାହ ପରେ ଗୋବର୍ଦ୍ଧନ ବୁଲାନ୍ଦଶହରରୁ ଚାଲି ଆସିଥିଲେ ଦିଲ୍ଲୀ । ତାଙ୍କ ସାଙ୍ଗରେ ଯୋଗ ହେଲେ ଗୋବର୍ଦ୍ଧନଙ୍କ ମାଆ । ସ୍ଥାନୀୟ ଲୋକମାନଙ୍କ ସହଯୋଗରେ ସେମାନେ ଏକ ସ୍ୱେଚ୍ଛାସେବୀ ସଂଗଠନ ଆରମ୍ଭ କରିଥିଲେ । — [1162, 57, 1492, 242]
verse-line: ଆସରେ ଜଗ ଦର୍ପଣ ବିଭୂଷଣ, — [67, 79, 197, 93]
sudoku-cell[interactable] — [1174, 1865, 1208, 1902]
solution-cell: 6 — [1411, 2043, 1431, 2060]
bullet-icon: ✪ — [1164, 1489, 1179, 1504]
cec-headline: ମୁଖ୍ୟ ନିର୍ବାଚନ କମିଶନର — [464, 1430, 1026, 1490]
reader-headline: ଲକ୍ଷ୍ମୀ ଓ ସରସ୍ୱତୀ — [1241, 554, 1413, 579]
sudoku-cell[interactable] — [1379, 1902, 1413, 1939]
advt-email-alt[interactable]: :miku11@yahoo.com:(Use only for advertisements, commercial queries) — [1214, 1293, 1440, 1324]
sudoku-cell[interactable] — [1174, 1717, 1208, 1754]
sudoku-cell[interactable] — [1414, 1865, 1448, 1902]
byakti-label: ବ୍ୟକ୍ତିତ୍ୱ — [615, 1721, 771, 1743]
district-headline: ଦୁର୍ଦ୍ଦଶାରେ ବିସ୍ଥାପିତ — [87, 348, 255, 376]
district-name: ସୁନ୍ଦରଗଡ଼ — [20, 244, 177, 290]
sudoku-cell[interactable]: 1 — [1414, 1606, 1448, 1643]
solution-cell: 8 — [1333, 2009, 1353, 2026]
solution-cell: 3 — [1372, 2111, 1392, 2128]
solution-cell: 1 — [1411, 2111, 1431, 2128]
sudoku-cell[interactable]: 7 — [1448, 1606, 1482, 1643]
sudoku-cell[interactable] — [1311, 1865, 1345, 1902]
solution-cell: 4 — [1372, 2026, 1392, 2043]
solution-cell: 2 — [1313, 2111, 1333, 2128]
solution-cell: 8 — [1411, 1975, 1431, 1992]
sudoku-cell[interactable] — [1379, 1828, 1413, 1865]
reader-header — [1160, 502, 1494, 542]
section-108-signature: ସୁରେନ୍ଦ୍ର ନାଥ ମିଶ୍ର, ୨୯୮୩, ଉଦ୍ୟାନମାର୍ଗ, ଭୁବନେଶ୍ୱର — [1224, 1098, 1492, 1112]
solution-cell: 6 — [1333, 2111, 1353, 2128]
section-rule — [6, 1412, 1146, 1413]
solution-cell: 1 — [1352, 1992, 1372, 2009]
solution-cell: 3 — [1411, 2009, 1431, 2026]
registration-dot — [1262, 2310, 1275, 2323]
